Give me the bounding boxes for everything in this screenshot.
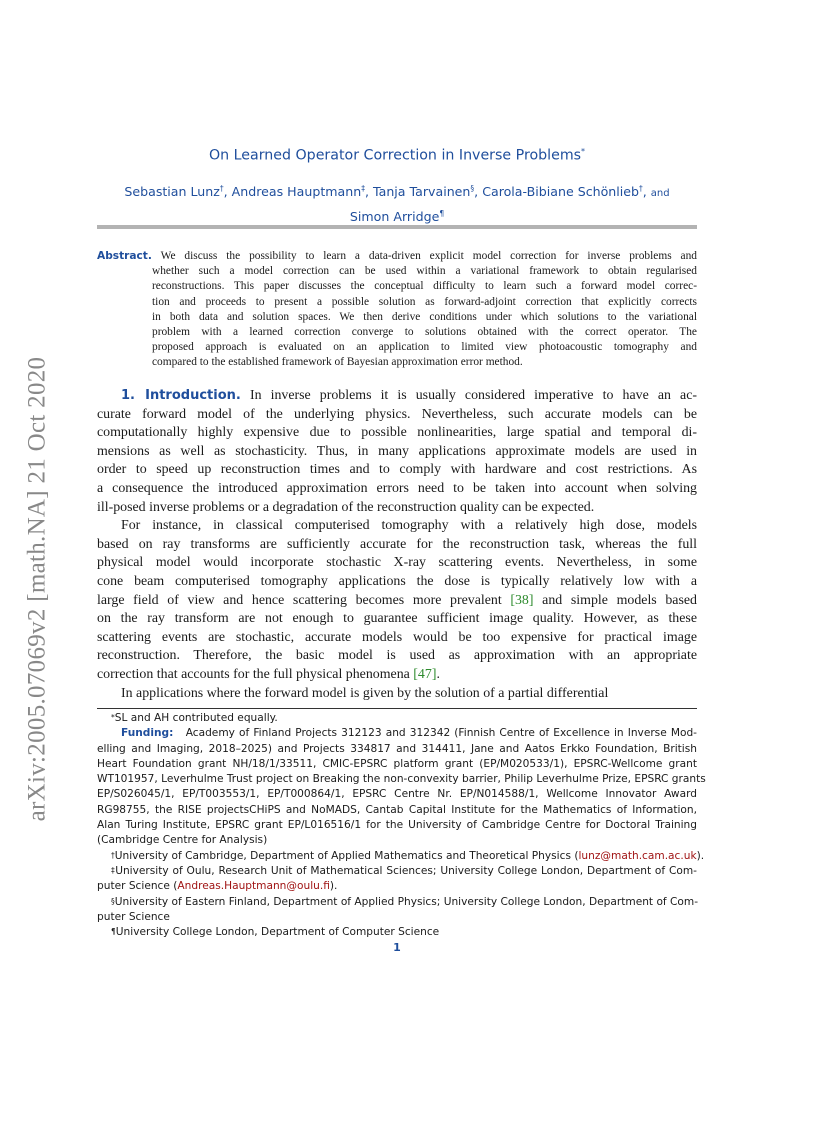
footnote-rule: [97, 708, 697, 709]
footnote-funding: Funding: Academy of Finland Projects 312123 and 312342 (Finnish Centre of Excellence in Inverse Mod-: [121, 727, 697, 740]
footnote-line: EP/S026045/1, EP/T003553/1, EP/T000864/1, EPSRC Centre Nr. EP/N014588/1, Wellcome Innovator Award: [97, 788, 697, 801]
footnote-line: Alan Turing Institute, EPSRC grant EP/L016516/1 for the University of Cambridge Centre for Doctoral Training: [97, 819, 697, 832]
body-line: correction that accounts for the full physical phenomena [47].: [97, 666, 440, 682]
footnote-line: elling and Imaging, 2018–2025) and Projects 334817 and 314411, Jane and Aatos Erkko Foundation, British: [97, 742, 697, 755]
body-line: scattering events are stochastic, accurate models would be too expensive for practical image: [97, 629, 697, 645]
footnotes: [97, 711, 706, 940]
email-link[interactable]: Andreas.Hauptmann@oulu.fi: [177, 880, 330, 893]
section-heading: 1. Introduction.: [121, 388, 241, 403]
abstract-line: Abstract. We discuss the possibility to learn a data-driven explicit model correction for inverse problems and: [97, 250, 697, 262]
footnote-line: WT101957, Leverhulme Trust project on Breaking the non-convexity barrier, Philip Leverhulme Prize, EPSRC grants: [97, 773, 706, 786]
author-separator: ,: [642, 184, 651, 200]
funding-label: Funding:: [121, 727, 174, 740]
abstract-line: tion and proceeds to present a possible solution as forward-adjoint correction that explicitly corrects: [152, 295, 697, 308]
footnote-affiliation-eastern-finland: §University of Eastern Finland, Department of Applied Physics; University College London, Department of Com-: [111, 895, 699, 908]
footnote-equal-contribution: *SL and AH contributed equally.: [111, 712, 278, 724]
abstract-line: whether such a model correction can be used within a variational framework to obtain regularised: [152, 265, 697, 278]
author-affiliation-mark: ‡: [361, 184, 365, 193]
footnote-line: (Cambridge Centre for Analysis): [97, 834, 268, 847]
footnote-affiliation-ucl: ¶University College London, Department of Computer Science: [111, 926, 440, 939]
footnote-line: Heart Foundation grant NH/18/1/33511, CMIC-EPSRC platform grant (EP/M020533/1), EPSRC-Wellcome grant: [97, 757, 697, 770]
author-list: [97, 179, 697, 227]
body-line: order to speed up reconstruction times and to comply with hardware and cost restrictions. As: [97, 462, 697, 478]
abstract-line: proposed approach is evaluated on an application to limited view photoacoustic tomography and: [152, 341, 697, 354]
body-line: a consequence the introduced approximation errors need to be taken into account when solving: [97, 480, 697, 496]
author-separator: ,: [474, 184, 483, 200]
author-name: Andreas Hauptmann: [231, 184, 362, 200]
footnote-line: RG98755, the RISE projectsCHiPS and NoMADS, Cantab Capital Institute for the Mathematics of Information,: [97, 803, 697, 816]
title-footnote-mark: *: [581, 147, 586, 156]
author-separator: ,: [364, 184, 373, 200]
body-line: mensions as well as stochasticity. Thus, in many applications approximate models are used in: [97, 443, 697, 459]
citation-link[interactable]: [47]: [413, 666, 437, 682]
author-affiliation-mark: †: [639, 184, 643, 193]
title-divider: [97, 225, 697, 229]
abstract: [97, 249, 697, 371]
paper-title: On Learned Operator Correction in Inverse Problems*: [208, 147, 586, 164]
body-line: computationally highly expensive due to possible nonlinearities, large spatial and temporal di-: [97, 425, 697, 441]
body-text: [97, 387, 697, 703]
body-line: In applications where the forward model is given by the solution of a partial differential: [121, 685, 609, 701]
body-line: For instance, in classical computerised tomography with a relatively high dose, models: [121, 518, 697, 534]
author-name: Carola-Bibiane Schönlieb: [482, 184, 640, 200]
page-number: 1: [393, 941, 401, 954]
footnote-line: puter Science: [97, 910, 170, 923]
author-affiliation-mark: §: [470, 184, 475, 193]
author-name: Sebastian Lunz: [124, 184, 220, 200]
body-line: based on ray transforms are sufficiently accurate for the reconstruction task, whereas the full: [97, 536, 697, 552]
body-line: cone beam computerised tomography applications the dose is typically relatively low with a: [97, 573, 697, 589]
author-name: Tanja Tarvainen: [373, 184, 471, 200]
abstract-line: problem with a learned correction converge to solutions obtained with the correct operator. The: [152, 325, 697, 338]
footnote-line: puter Science (Andreas.Hauptmann@oulu.fi).: [97, 880, 338, 893]
arxiv-identifier: arXiv:2005.07069v2 [math.NA] 21 Oct 2020: [23, 356, 50, 821]
abstract-label: Abstract.: [97, 250, 152, 262]
author-separator: ,: [223, 184, 232, 200]
footnote-affiliation-oulu: ‡University of Oulu, Research Unit of Mathematical Sciences; University College London, Department of Com-: [111, 864, 697, 877]
arxiv-stamp: [22, 336, 52, 841]
body-line: reconstruction. Therefore, the basic model is used as approximation with an appropriate: [97, 648, 697, 664]
body-line: large field of view and hence scattering becomes more prevalent [38] and simple models based: [97, 592, 697, 608]
author-affiliation-mark: †: [219, 184, 224, 193]
body-line: physical model would incorporate stochastic X-ray scattering events. Nevertheless, in some: [97, 555, 697, 571]
body-line: curate forward model of the underlying physics. Nevertheless, such accurate models can be: [97, 406, 697, 422]
email-link[interactable]: lunz@math.cam.ac.uk: [578, 849, 697, 862]
footnote-affiliation-cambridge: †University of Cambridge, Department of Applied Mathematics and Theoretical Physics (lunz@math.cam.ac.uk).: [111, 849, 705, 862]
body-line: on the ray transform are not enough to guarantee sufficient image quality. However, as these: [97, 611, 697, 627]
abstract-line: in both data and solution spaces. We then derive conditions under which solutions to the variational: [152, 310, 697, 323]
body-line: 1. Introduction. In inverse problems it is usually considered imperative to have an ac-: [121, 388, 697, 403]
author-name: Simon Arridge: [349, 209, 440, 225]
citation-link[interactable]: [38]: [510, 592, 534, 608]
author-and: and: [650, 188, 670, 200]
abstract-line: compared to the established framework of Bayesian approximation error method.: [152, 356, 523, 369]
abstract-line: reconstructions. This paper discusses the conceptual difficulty to learn such a forward model correc-: [152, 280, 697, 293]
body-line: ill-posed inverse problems or a degradation of the reconstruction quality can be expected.: [97, 499, 595, 515]
author-affiliation-mark: ¶: [439, 209, 445, 219]
